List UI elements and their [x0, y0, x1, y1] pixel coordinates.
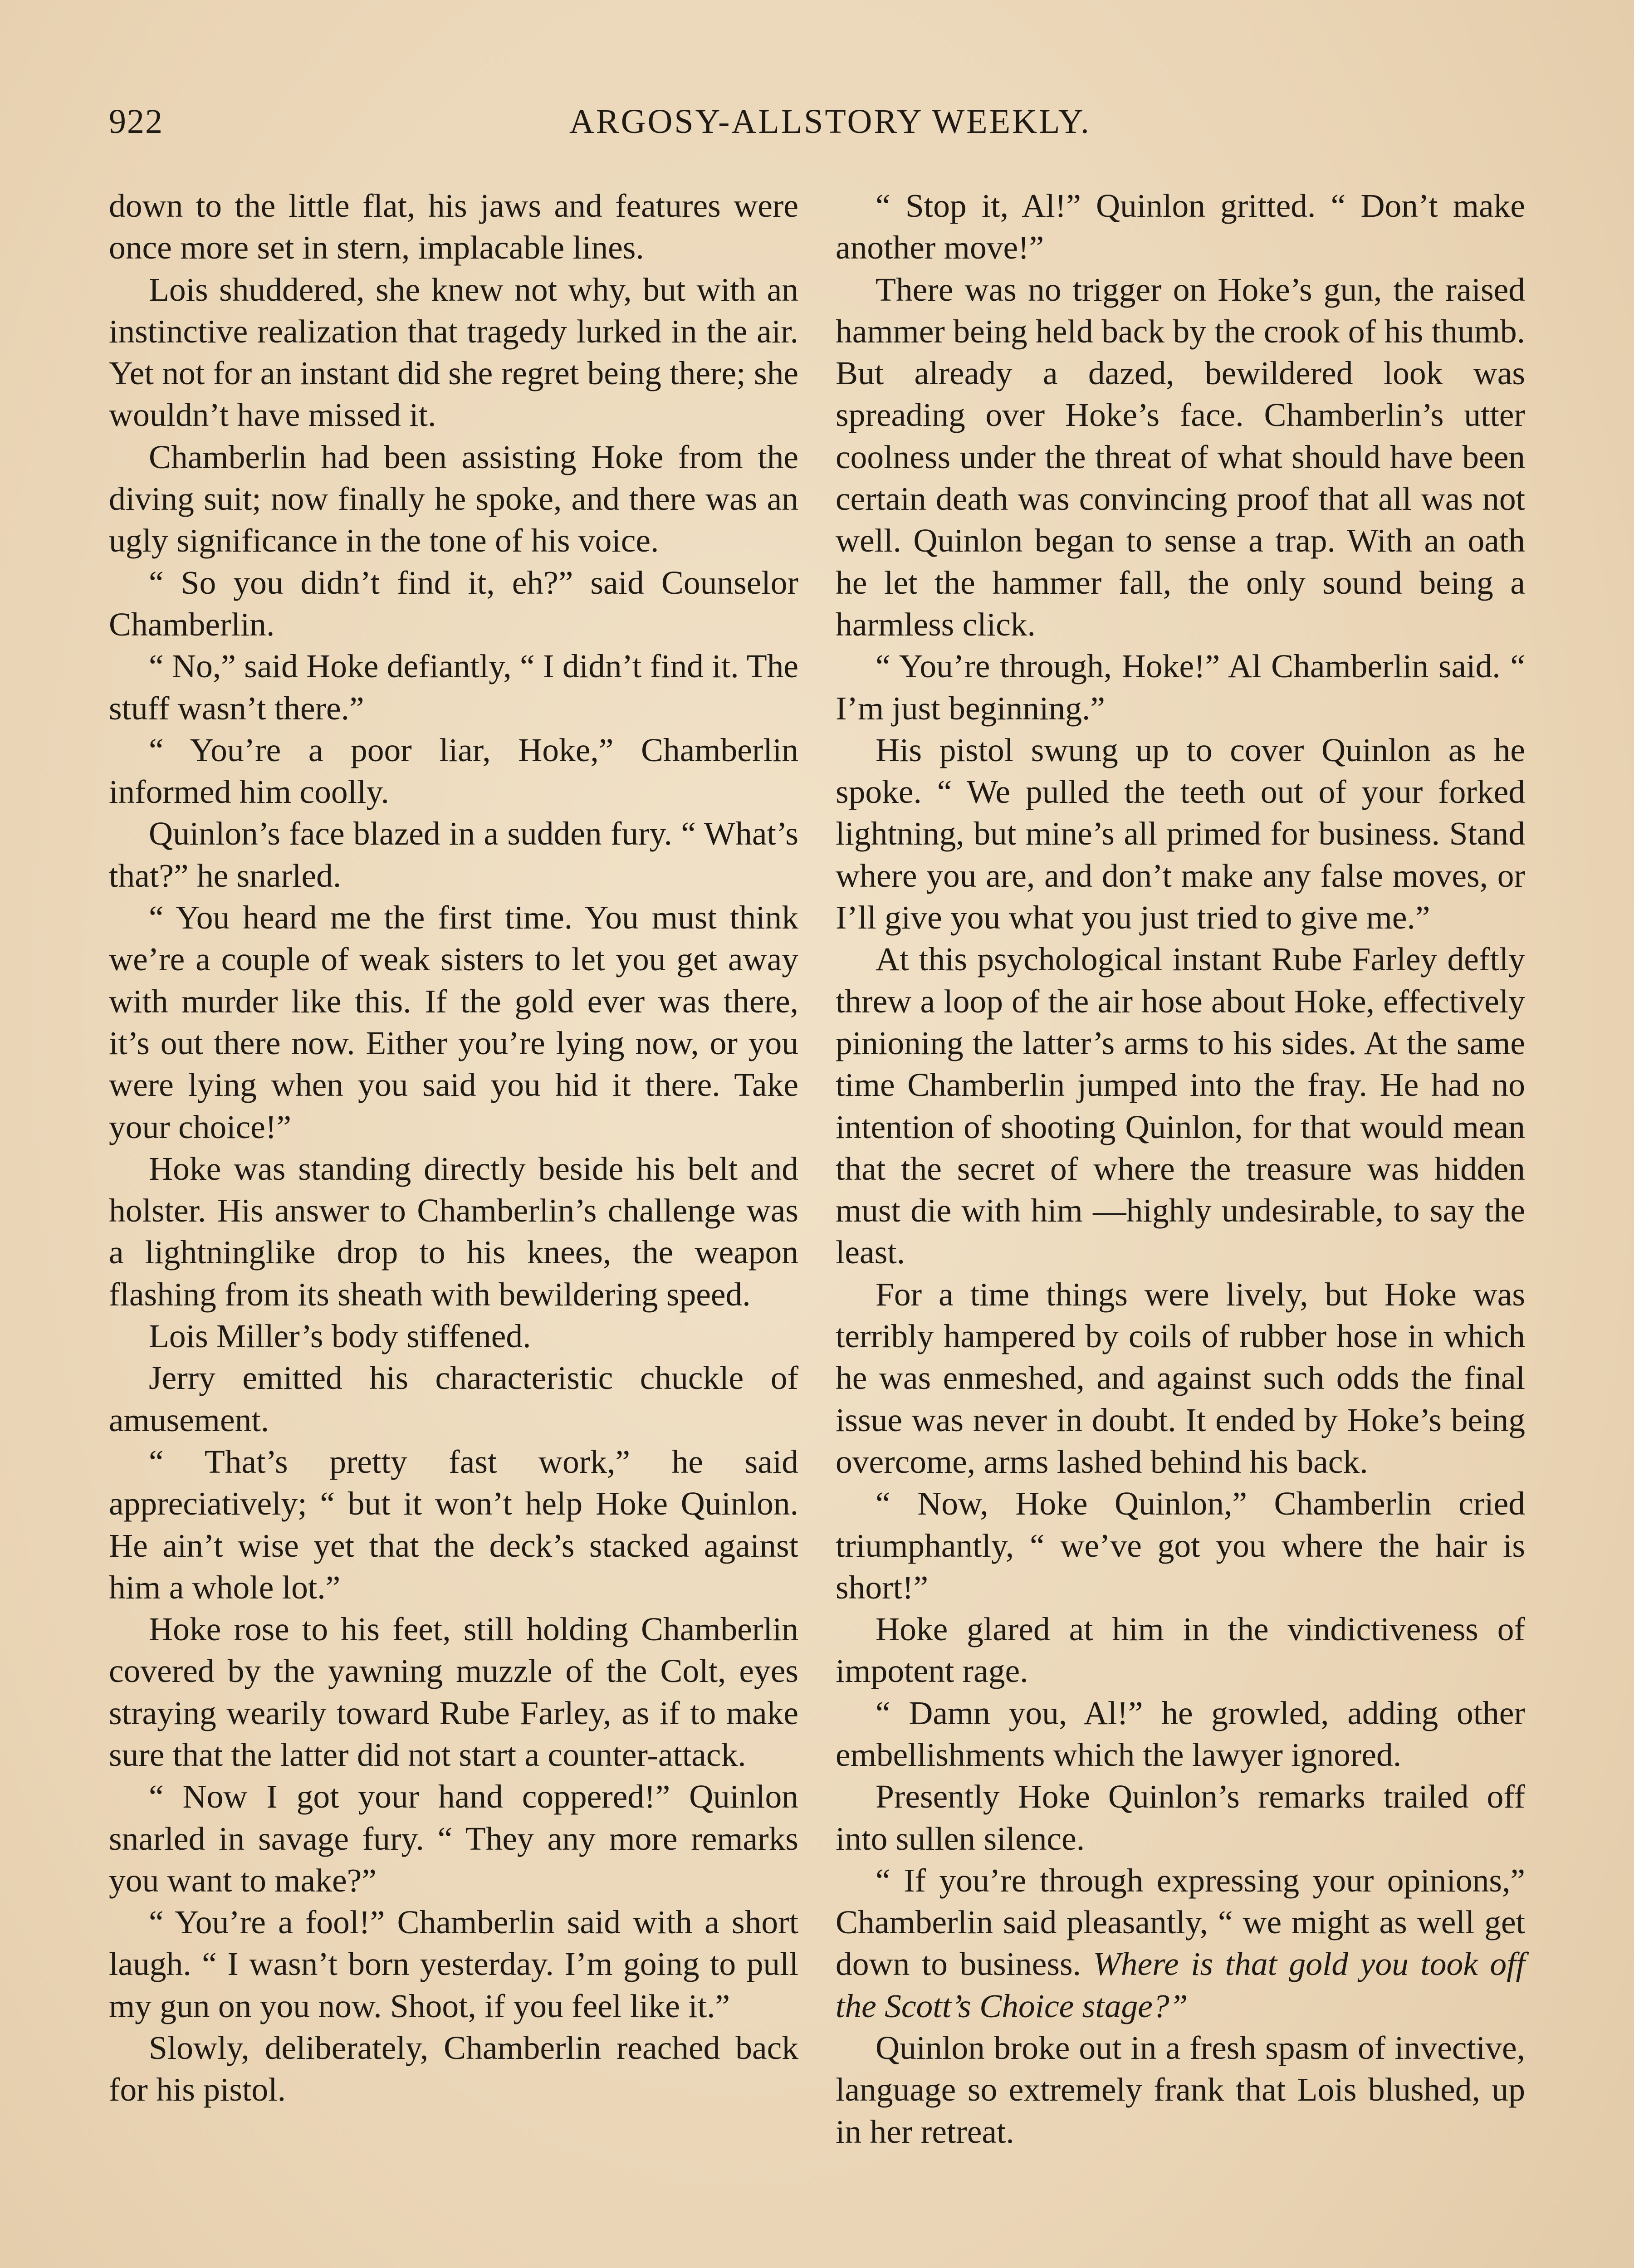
paragraph: down to the little flat, his jaws and features were once more set in stern, implacable lines. [109, 187, 798, 266]
paragraph: Lois Miller’s body stiffened. [149, 1318, 531, 1355]
paragraph: Chamberlin had been assisting Hoke from the diving suit; now finally he spoke, and there was an ugly significance in the tone of his voice. [109, 438, 798, 559]
paragraph: Hoke was standing directly beside his belt and holster. His answer to Chamberlin’s challenge was a lightninglike drop to his knees, the weapon flashing from its sheath with bewildering speed. [109, 1150, 798, 1313]
paragraph: “ That’s pretty fast work,” he said appreciatively; “ but it won’t help Hoke Quinlon. He ain’t wise yet that the deck’s stacked against him a whole lot.” [109, 1443, 798, 1606]
paragraph: Jerry emitted his characteristic chuckle of amusement. [109, 1359, 798, 1438]
paragraph: “ Now, Hoke Quinlon,” Chamberlin cried triumphantly, “ we’ve got you where the hair is short!” [836, 1485, 1525, 1606]
paragraph: “ Now I got your hand coppered!” Quinlon snarled in savage fury. “ They any more remarks you want to make?” [109, 1778, 798, 1899]
paragraph: “ No,” said Hoke defiantly, “ I didn’t find it. The stuff wasn’t there.” [109, 648, 798, 727]
paragraph: “ You heard me the first time. You must think we’re a couple of weak sisters to let you get away with murder like this. If the gold ever was there, it’s out there now. Either you’re lying now, or you were lying when you said you hid it there. Take your choice!” [109, 899, 798, 1145]
paragraph [836, 1860, 1525, 2027]
paragraph: There was no trigger on Hoke’s gun, the raised hammer being held back by the crook of his thumb. But already a dazed, bewildered look was spreading over Hoke’s face. Chamberlin’s utter coolness under the threat of what should have been certain death was convincing proof that all was not well. Quinlon began to sense a trap. With an oath he let the hammer fall, the only sound being a harmless click. [836, 271, 1525, 643]
paragraph: Slowly, deliberately, Chamberlin reached back for his pistol. [109, 2029, 798, 2108]
paragraph: Hoke glared at him in the vindictiveness of impotent rage. [836, 1611, 1525, 1690]
paragraph: “ Damn you, Al!” he growled, adding other embellishments which the lawyer ignored. [836, 1694, 1525, 1773]
running-head: ARGOSY-ALLSTORY WEEKLY. [569, 103, 1091, 141]
paragraph: Hoke rose to his feet, still holding Chamberlin covered by the yawning muzzle of the Colt, eyes straying wearily toward Rube Farley, as if to make sure that the latter did not start a counter-attack. [109, 1611, 798, 1773]
paragraph: For a time things were lively, but Hoke was terribly hampered by coils of rubber hose in which he was enmeshed, and against such odds the final issue was never in doubt. It ended by Hoke’s being overcome, arms lashed behind his back. [836, 1276, 1525, 1480]
paragraph: “ You’re a poor liar, Hoke,” Chamberlin informed him coolly. [109, 731, 798, 811]
paragraph: “ You’re through, Hoke!” Al Chamberlin said. “ I’m just beginning.” [836, 648, 1525, 727]
right-column [836, 185, 1525, 2153]
paragraph: Presently Hoke Quinlon’s remarks trailed off into sullen silence. [836, 1778, 1525, 1857]
paragraph: Quinlon broke out in a fresh spasm of invective, language so extremely frank that Lois blushed, up in her retreat. [836, 2029, 1525, 2150]
left-column [109, 185, 798, 2111]
paragraph: His pistol swung up to cover Quinlon as he spoke. “ We pulled the teeth out of your forked lightning, but mine’s all primed for business. Stand where you are, and don’t make any false moves, or I’ll give you what you just tried to give me.” [836, 731, 1525, 936]
paragraph: “ So you didn’t find it, eh?” said Counselor Chamberlin. [109, 564, 798, 643]
paragraph-lead: “ If you’re through expressing your opinions,” Chamberlin said pleasantly, “ we might as well get down to business. [836, 1862, 1525, 1983]
paragraph: At this psychological instant Rube Farley deftly threw a loop of the air hose about Hoke, effectively pinioning the latter’s arms to his sides. At the same time Chamberlin jumped into the fray. He had no intention of shooting Quinlon, for that would mean that the secret of where the treasure was hidden must die with him —highly undesirable, to say the least. [836, 941, 1525, 1271]
italic-question: Where is that gold you took off the Scott’s Choice stage?” [836, 1945, 1525, 2024]
paragraph: Lois shuddered, she knew not why, but with an instinctive realization that tragedy lurked in the air. Yet not for an instant did she regret being there; she wouldn’t have missed it. [109, 271, 798, 434]
paragraph: “ Stop it, Al!” Quinlon gritted. “ Don’t make another move!” [836, 187, 1525, 266]
page-number: 922 [109, 103, 163, 141]
paragraph: “ You’re a fool!” Chamberlin said with a short laugh. “ I wasn’t born yesterday. I’m going to pull my gun on you now. Shoot, if you feel like it.” [109, 1904, 798, 2024]
paragraph: Quinlon’s face blazed in a sudden fury. “ What’s that?” he snarled. [109, 815, 798, 894]
